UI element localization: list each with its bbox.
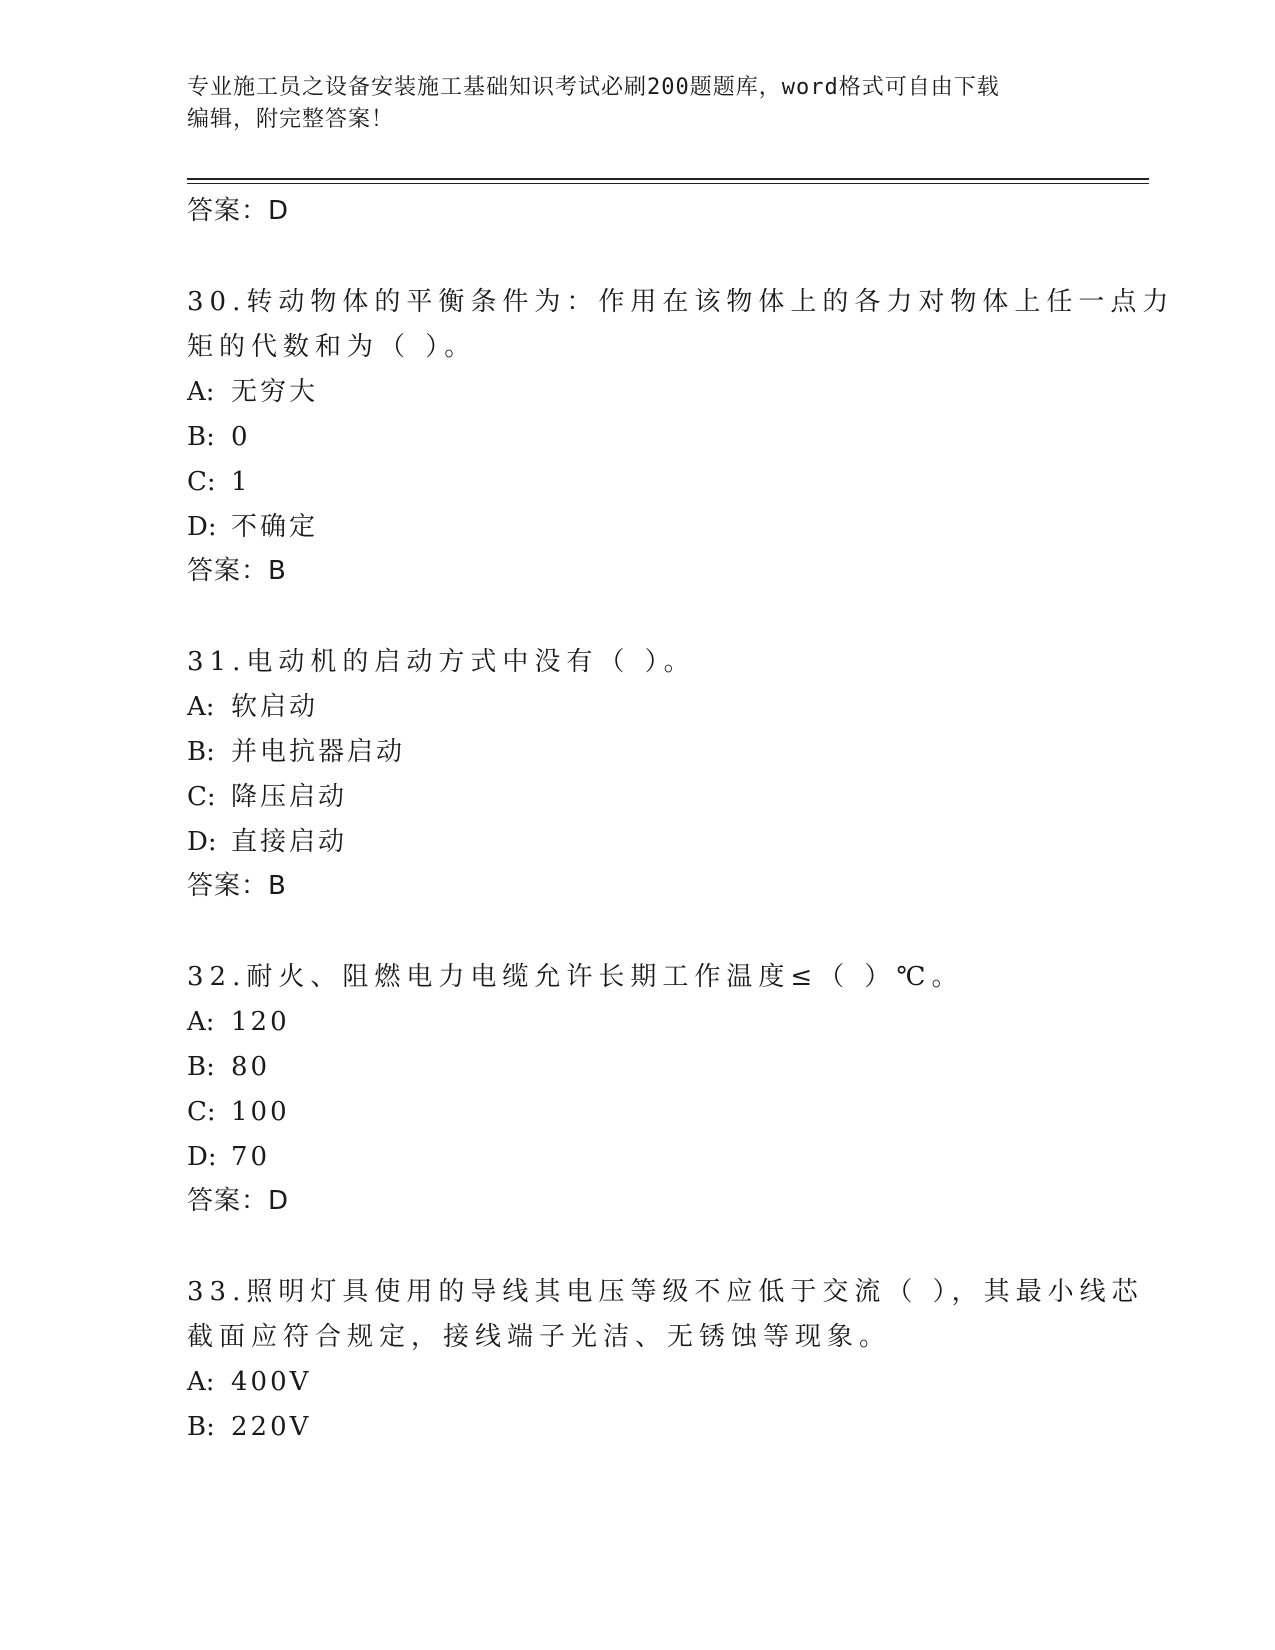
option-item [187,505,1087,550]
option-text: 70 [231,1142,271,1172]
option-text: 直接启动 [231,827,348,857]
document-body [187,190,1175,1450]
question-list [187,280,1175,1450]
option-item [187,1360,1087,1405]
option-item [187,1000,1087,1045]
question-block [187,280,1175,592]
option-text: 80 [231,1052,271,1082]
answer-line: 答案：D [187,196,290,226]
header-line-1: 专业施工员之设备安装施工基础知识考试必刷200题题库，word格式可自由下载 [187,75,1000,100]
option-text: 1 [231,467,251,497]
option-label: A: [187,1367,215,1397]
header-divider-thin [187,183,1149,184]
option-item [187,820,1087,865]
option-text: 120 [231,1007,290,1037]
option-label: C: [187,1097,216,1127]
question-block [187,955,1087,1222]
answer-line: 答案：B [187,871,287,901]
option-label: B: [187,737,215,767]
option-text: 软启动 [231,692,319,722]
option-text: 400V [231,1367,312,1397]
option-label: C: [187,782,216,812]
question-text: 截面应符合规定，接线端子光洁、无锈蚀等现象。 [187,1322,892,1352]
option-item [187,415,1087,460]
option-item [187,370,1087,415]
option-item [187,460,1087,505]
option-label: D: [187,512,217,542]
option-label: B: [187,1412,215,1442]
question-text: 33.照明灯具使用的导线其电压等级不应低于交流（ ），其最小线芯 [187,1277,1144,1307]
option-item [187,775,1087,820]
answer-line: 答案：D [187,1186,290,1216]
option-item [187,1045,1087,1090]
option-text: 0 [231,422,251,452]
option-text: 降压启动 [231,782,348,812]
document-header [187,72,1087,136]
answer-line: 答案：B [187,556,287,586]
option-text: 无穷大 [231,377,319,407]
option-text: 220V [231,1412,312,1442]
question-block [187,1270,1144,1450]
question-text: 30.转动物体的平衡条件为：作用在该物体上的各力对物体上任一点力 [187,287,1175,317]
option-label: D: [187,1142,217,1172]
option-label: D: [187,827,217,857]
option-label: C: [187,467,216,497]
option-label: B: [187,1052,215,1082]
question-text: 31.电动机的启动方式中没有（ ）。 [187,647,696,677]
option-item [187,1405,1087,1450]
option-text: 100 [231,1097,290,1127]
option-label: B: [187,422,215,452]
option-text: 并电抗器启动 [231,737,406,767]
option-label: A: [187,377,215,407]
option-item [187,730,1087,775]
question-text: 32.耐火、阻燃电力电缆允许长期工作温度≤（ ）℃。 [187,962,964,992]
option-label: A: [187,1007,215,1037]
option-item [187,1090,1087,1135]
question-block [187,640,1087,907]
header-line-2: 编辑，附完整答案！ [187,107,395,132]
option-text: 不确定 [231,512,319,542]
option-label: A: [187,692,215,722]
header-divider [187,178,1149,180]
option-item [187,1135,1087,1180]
question-text: 矩的代数和为（ ）。 [187,332,477,362]
option-item [187,685,1087,730]
